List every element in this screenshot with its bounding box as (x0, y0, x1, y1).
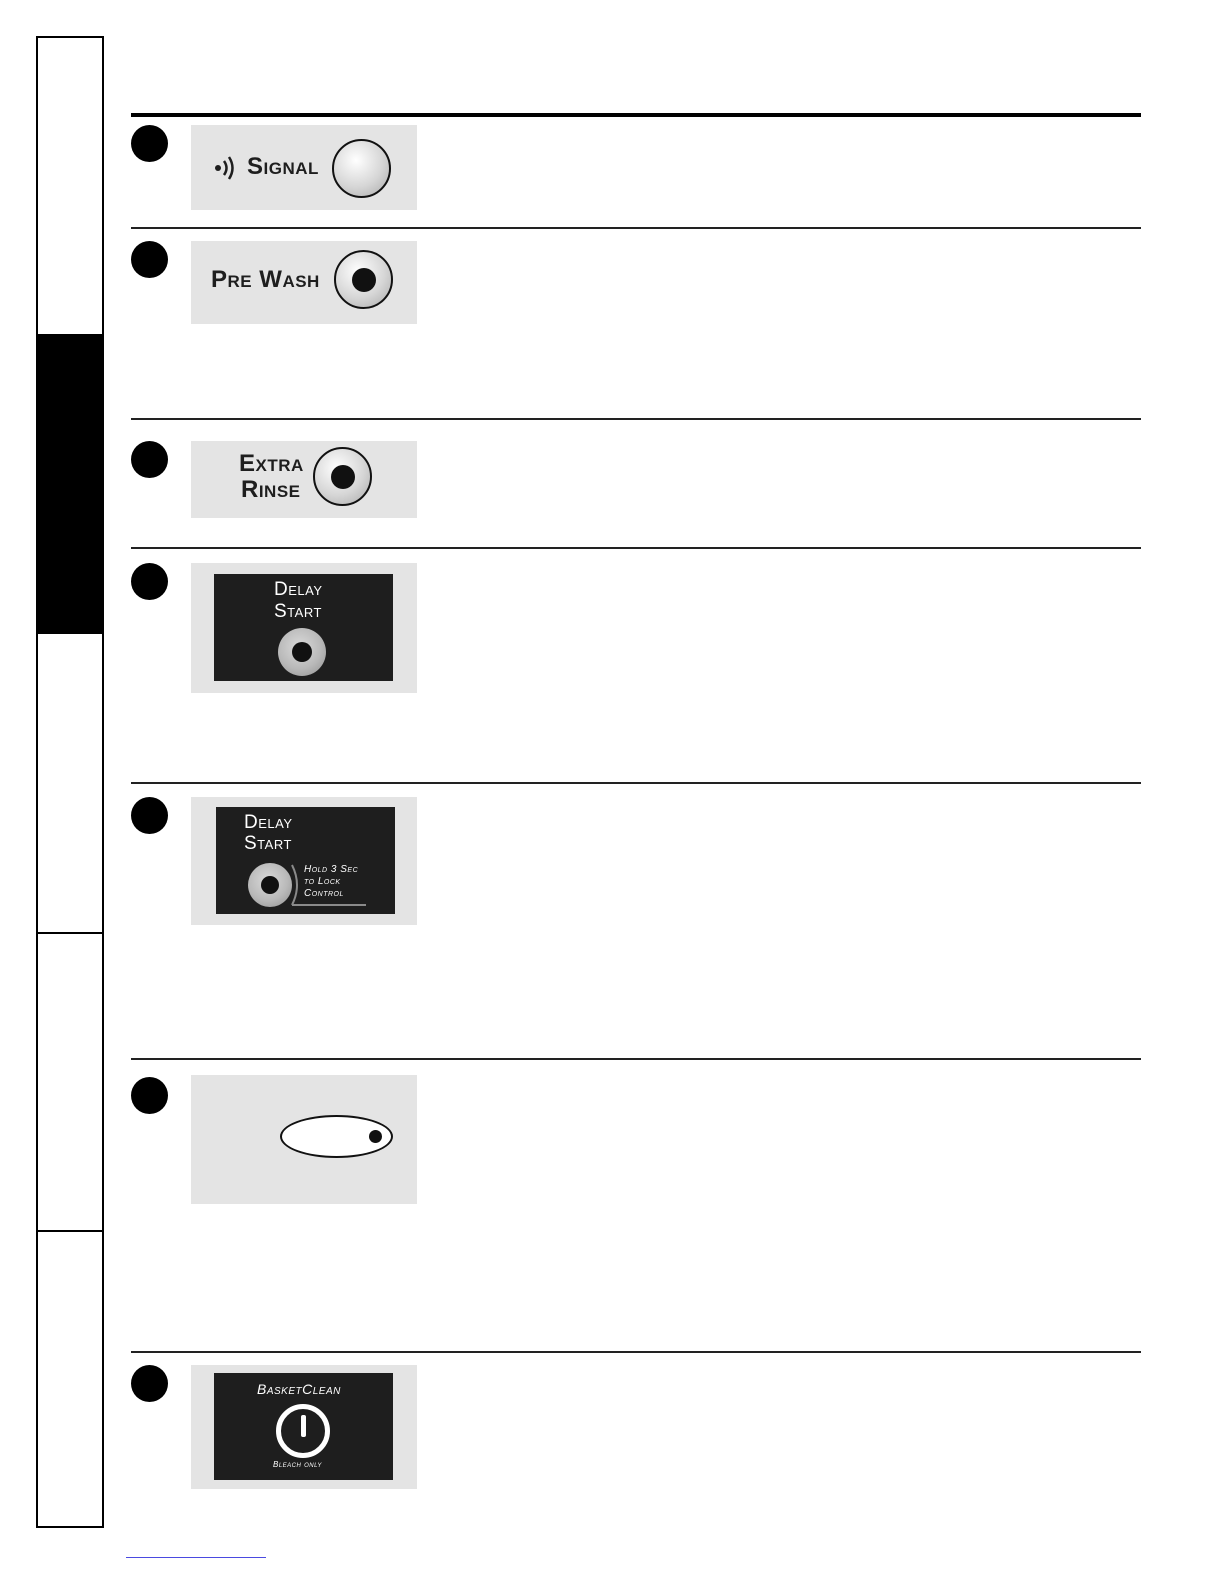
section-bullet (131, 1077, 168, 1114)
divider (131, 227, 1141, 229)
divider (131, 418, 1141, 420)
section-bullet (131, 241, 168, 278)
pre-wash-panel (191, 241, 417, 324)
extra-rinse-panel (191, 441, 417, 518)
power-icon (301, 1415, 306, 1437)
delay-start-label-line1: Delay (274, 579, 323, 600)
basket-clean-sub-label: Bleach only (273, 1460, 322, 1469)
delay-start-lock-label-line2: Start (244, 833, 292, 854)
extra-rinse-label-line2: Rinse (241, 476, 301, 503)
divider (131, 1058, 1141, 1060)
pre-wash-label: Pre Wash (211, 266, 320, 293)
delay-start-lock-display (216, 807, 395, 914)
signal-panel (191, 125, 417, 210)
extra-rinse-button[interactable] (313, 447, 372, 506)
pre-wash-button[interactable] (334, 250, 393, 309)
section-tab-divider (38, 932, 102, 934)
section-bullet (131, 125, 168, 162)
section-bullet (131, 563, 168, 600)
delay-start-display (214, 574, 393, 681)
divider (131, 1351, 1141, 1353)
delay-start-lock-label-line1: Delay (244, 812, 293, 833)
section-bullet (131, 797, 168, 834)
option-button[interactable] (280, 1115, 393, 1158)
delay-start-panel (191, 563, 417, 693)
section-tab-divider (38, 1230, 102, 1232)
signal-label: Signal (247, 153, 319, 180)
footer-link-underline[interactable] (126, 1557, 266, 1558)
delay-start-lock-panel (191, 797, 417, 925)
section-bullet (131, 1365, 168, 1402)
delay-start-lock-button[interactable] (248, 863, 292, 907)
indicator-light-icon (369, 1130, 382, 1143)
extra-rinse-label-line1: Extra (239, 450, 304, 477)
section-tab-active[interactable] (38, 334, 102, 634)
top-rule (131, 113, 1141, 117)
basket-clean-label: BasketClean (257, 1381, 341, 1397)
lock-hint-line2: to Lock (304, 876, 341, 887)
divider (131, 782, 1141, 784)
delay-start-label-line2: Start (274, 601, 322, 622)
sound-waves-icon (214, 153, 240, 183)
signal-button[interactable] (332, 139, 391, 198)
section-bullet (131, 441, 168, 478)
section-tab-strip (36, 36, 104, 1528)
lock-hint-line3: Control (304, 888, 344, 899)
basket-clean-button[interactable] (276, 1404, 330, 1458)
divider (131, 547, 1141, 549)
lock-hint-line1: Hold 3 Sec (304, 864, 359, 875)
delay-start-button[interactable] (278, 628, 326, 676)
